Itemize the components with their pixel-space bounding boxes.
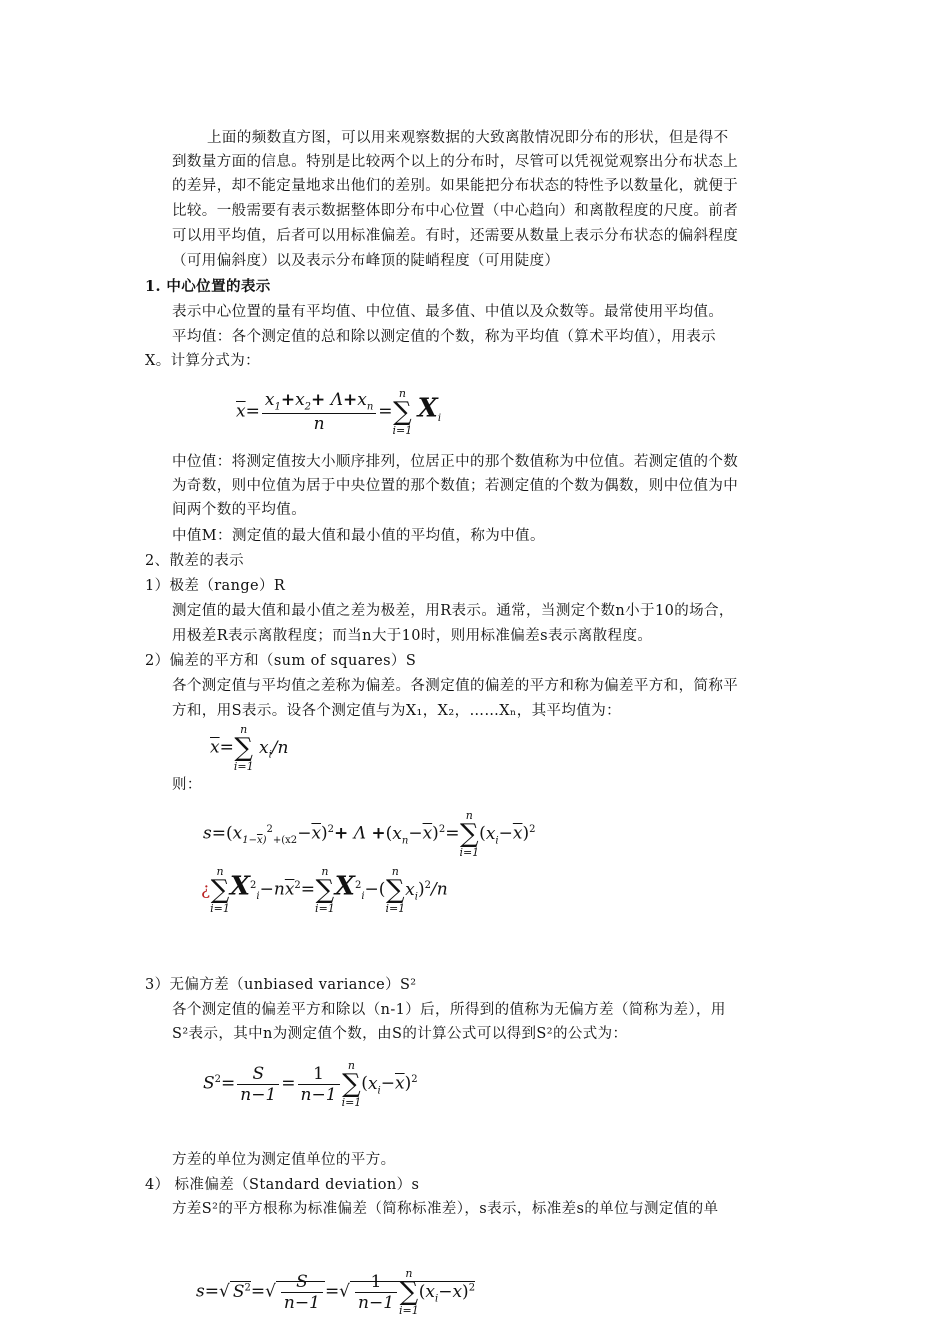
heading-sum-squares: 2）偏差的平方和（sum of squares）S	[145, 653, 417, 669]
para-intro-line-1: 上面的频数直方图，可以用来观察数据的大致离散情况即分布的形状，但是得不	[207, 130, 729, 146]
para-variance-2: S²表示，其中n为测定值个数，由S的计算公式可以得到S²的公式为：	[172, 1026, 628, 1042]
para-variance-unit: 方差的单位为测定值单位的平方。	[172, 1152, 396, 1168]
heading-dispersion: 2、散差的表示	[145, 553, 245, 569]
heading-std-dev: 4） 标准偏差（Standard deviation）s	[145, 1177, 420, 1193]
para-range-2: 用极差R表示离散程度；而当n大于10时，则用标准偏差s表示离散程度。	[172, 628, 653, 644]
para-range-1: 测定值的最大值和最小值之差为极差，用R表示。通常，当测定个数n小于10的场合，	[172, 603, 734, 619]
heading-center-position: 1. 中心位置的表示	[145, 278, 271, 295]
formula-mean-sum: $\overline{x}=$ n ∑ i=1 $x_i/n$	[210, 723, 289, 773]
formula-variance: $S^2=$ $\frac{S}{n-1}$ = $\frac{1}{n-1}$ n ∑ i=1 $(x_i-\overline{x})^2$	[203, 1059, 418, 1109]
formula-std-dev: s=√ $S^2=√$ $\frac{S}{n-1}$ =√ $\frac{1}{n-1}$ n ∑ i=1 $(x_i-\overline{x})^2$	[196, 1267, 476, 1317]
heading-range: 1）极差（range）R	[145, 578, 286, 594]
para-mean-def-2: X。计算分式为：	[145, 353, 261, 369]
para-intro-line-3: 的差异，却不能定量地求出他们的差别。如果能把分布状态的特性予以数量化，就便于	[172, 178, 739, 194]
para-intro-line-2: 到数量方面的信息。特别是比较两个以上的分布时，尽管可以凭视觉观察出分布状态上	[172, 154, 739, 170]
para-mean-def-1: 平均值：各个测定值的总和除以测定值的个数，称为平均值（算术平均值），用表示	[172, 329, 717, 345]
para-median-1: 中位值：将测定值按大小顺序排列，位居正中的那个数值称为中位值。若测定值的个数	[172, 454, 739, 470]
para-sum-squares-2: 方和，用S表示。设各个测定值与为X₁，X₂，……Xₙ，其平均值为：	[172, 703, 621, 719]
formula-sum-squares-2: ¿ n ∑ i=1 $X^2_i-n\overline{x}^2=$ n ∑ i=1 $X^2_i-$( n ∑ i=1 $x_i)^2/n$	[201, 865, 448, 915]
para-sum-squares-1: 各个测定值与平均值之差称为偏差。各测定值的偏差的平方和称为偏差平方和，简称平	[172, 678, 739, 694]
text-then: 则：	[172, 777, 202, 793]
heading-unbiased-variance: 3）无偏方差（unbiased variance）S²	[145, 977, 417, 993]
para-median-2: 为奇数，则中位值为居于中央位置的那个数值；若测定值的个数为偶数，则中位值为中	[172, 478, 739, 494]
para-variance-1: 各个测定值的偏差平方和除以（n-1）后，所得到的值称为无偏方差（简称为差），用	[172, 1002, 726, 1018]
para-center-measures: 表示中心位置的量有平均值、中位值、最多值、中值以及众数等。最常使用平均值。	[172, 304, 724, 320]
para-intro-line-5: 可以用平均值，后者可以用标准偏差。有时，还需要从数量上表示分布状态的偏斜程度	[172, 228, 739, 244]
formula-mean: $\overline{x}=$ $\frac{x_1+x_2+ \Lambda+x_n}{n}$ = n ∑ i=1 $X_i$	[236, 387, 442, 437]
para-intro-line-6: （可用偏斜度）以及表示分布峰顶的陡峭程度（可用陡度）	[172, 253, 560, 269]
para-intro-line-4: 比较。一般需要有表示数据整体即分布中心位置（中心趋向）和离散程度的尺度。前者	[172, 203, 739, 219]
para-std-dev: 方差S²的平方根称为标准偏差（简称标准差），s表示，标准差s的单位与测定值的单	[172, 1201, 719, 1217]
para-midrange: 中值M：测定值的最大值和最小值的平均值，称为中值。	[172, 528, 545, 544]
formula-sum-squares-1: $s=(x_{1-\overline{x})}^2_{+(x2}-\overline{x})^2+ \Lambda +(x_n-\overline{x})^2=$ n ∑ i=1 $(x_i-\overline{x})^2$	[203, 809, 536, 859]
para-median-3: 间两个数的平均值。	[172, 502, 307, 518]
